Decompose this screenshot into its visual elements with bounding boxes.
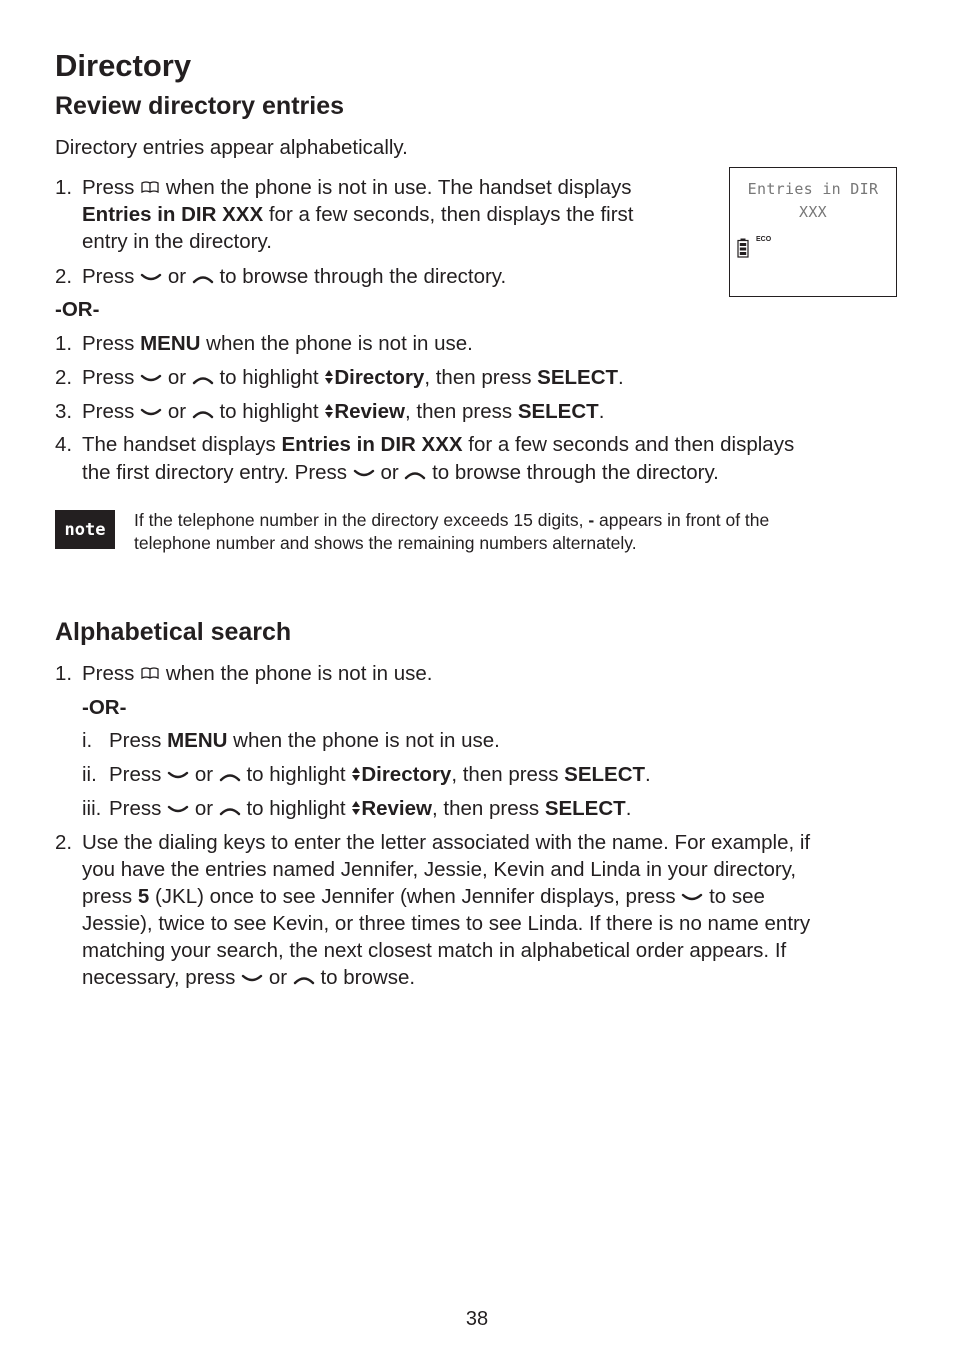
step-1-line-2: Entries in DIR XXX for a few seconds, then displays the first xyxy=(82,203,634,226)
handset-screen xyxy=(729,167,897,297)
alpha-step-2-number: 2. xyxy=(55,831,73,854)
up-arrow-icon xyxy=(293,965,315,993)
screen-line-1: Entries in DIR xyxy=(747,180,879,198)
alpha-step-2-line-1: Use the dialing keys to enter the letter associated with the name. For example, if xyxy=(82,831,811,854)
down-arrow-icon xyxy=(241,965,263,993)
directory-book-icon xyxy=(140,175,160,203)
up-arrow-icon xyxy=(219,796,241,824)
step-1-line-1: Press when the phone is not in use. The handset displays xyxy=(82,174,632,202)
step-2-line: Press or to browse through the directory. xyxy=(82,263,506,291)
up-arrow-icon xyxy=(404,460,426,488)
up-down-arrow-icon xyxy=(324,399,334,427)
alt-step-4-number: 4. xyxy=(55,433,73,456)
sub-step-ii-number: ii. xyxy=(82,763,97,786)
alpha-step-2-line-4: Jessie), twice to see Kevin, or three times to see Linda. If there is no name entry xyxy=(82,912,811,935)
alpha-step-2-line-5: matching your search, the next closest match in alphabetical order appears. If xyxy=(82,939,787,962)
battery-icon xyxy=(737,238,749,263)
alpha-step-1-line: Press when the phone is not in use. xyxy=(82,660,433,688)
alpha-step-1-number: 1. xyxy=(55,662,73,685)
up-arrow-icon xyxy=(192,365,214,393)
sub-step-ii-line: Press or to highlight Directory, then press SELECT. xyxy=(109,761,651,789)
alpha-step-2-line-6: necessary, press or to browse. xyxy=(82,964,415,992)
alt-step-4-line-1: The handset displays Entries in DIR XXX for a few seconds and then displays xyxy=(82,433,795,456)
section-heading-review: Review directory entries xyxy=(55,92,345,120)
up-arrow-icon xyxy=(219,762,241,790)
alt-step-3-line: Press or to highlight Review, then press SELECT. xyxy=(82,398,604,426)
step-1-line-3: entry in the directory. xyxy=(82,230,272,253)
up-arrow-icon xyxy=(192,264,214,292)
down-arrow-icon xyxy=(140,365,162,393)
alt-step-1-line: Press MENU when the phone is not in use. xyxy=(82,332,473,355)
screen-line-2: XXX xyxy=(799,203,827,221)
sub-step-i-line: Press MENU when the phone is not in use. xyxy=(109,729,500,752)
alt-step-2-line: Press or to highlight Directory, then press SELECT. xyxy=(82,364,624,392)
sub-step-i-number: i. xyxy=(82,729,93,752)
down-arrow-icon xyxy=(167,762,189,790)
section-heading-alphabetical: Alphabetical search xyxy=(55,618,292,646)
up-down-arrow-icon xyxy=(324,365,334,393)
alt-step-1-number: 1. xyxy=(55,332,73,355)
alt-step-3-number: 3. xyxy=(55,400,73,423)
alpha-step-2-line-2: you have the entries named Jennifer, Jessie, Kevin and Linda in your directory, xyxy=(82,858,797,881)
up-arrow-icon xyxy=(192,399,214,427)
alpha-or-separator: -OR- xyxy=(82,696,127,719)
step-1-number: 1. xyxy=(55,176,73,199)
alt-step-4-line-2: the first directory entry. Press or to browse through the directory. xyxy=(82,459,719,487)
alt-step-2-number: 2. xyxy=(55,366,73,389)
step-2-number: 2. xyxy=(55,265,73,288)
sub-step-iii-line: Press or to highlight Review, then press SELECT. xyxy=(109,795,631,823)
down-arrow-icon xyxy=(140,264,162,292)
intro-text: Directory entries appear alphabetically. xyxy=(55,136,408,159)
page-number: 38 xyxy=(465,1308,489,1330)
down-arrow-icon xyxy=(167,796,189,824)
page-title: Directory xyxy=(55,48,192,83)
or-separator: -OR- xyxy=(55,298,100,321)
note-badge: note xyxy=(55,510,115,549)
note-text: If the telephone number in the directory exceeds 15 digits, - appears in front of the telephone number and shows the remaining numbers alternately. xyxy=(134,510,770,553)
down-arrow-icon xyxy=(140,399,162,427)
up-down-arrow-icon xyxy=(351,796,361,824)
directory-book-icon xyxy=(140,661,160,689)
down-arrow-icon xyxy=(681,884,703,912)
eco-indicator: ECO xyxy=(756,236,772,243)
sub-step-iii-number: iii. xyxy=(82,797,102,820)
alpha-step-2-line-3: press 5 (JKL) once to see Jennifer (when Jennifer displays, press to see xyxy=(82,883,765,911)
down-arrow-icon xyxy=(353,460,375,488)
up-down-arrow-icon xyxy=(351,762,361,790)
